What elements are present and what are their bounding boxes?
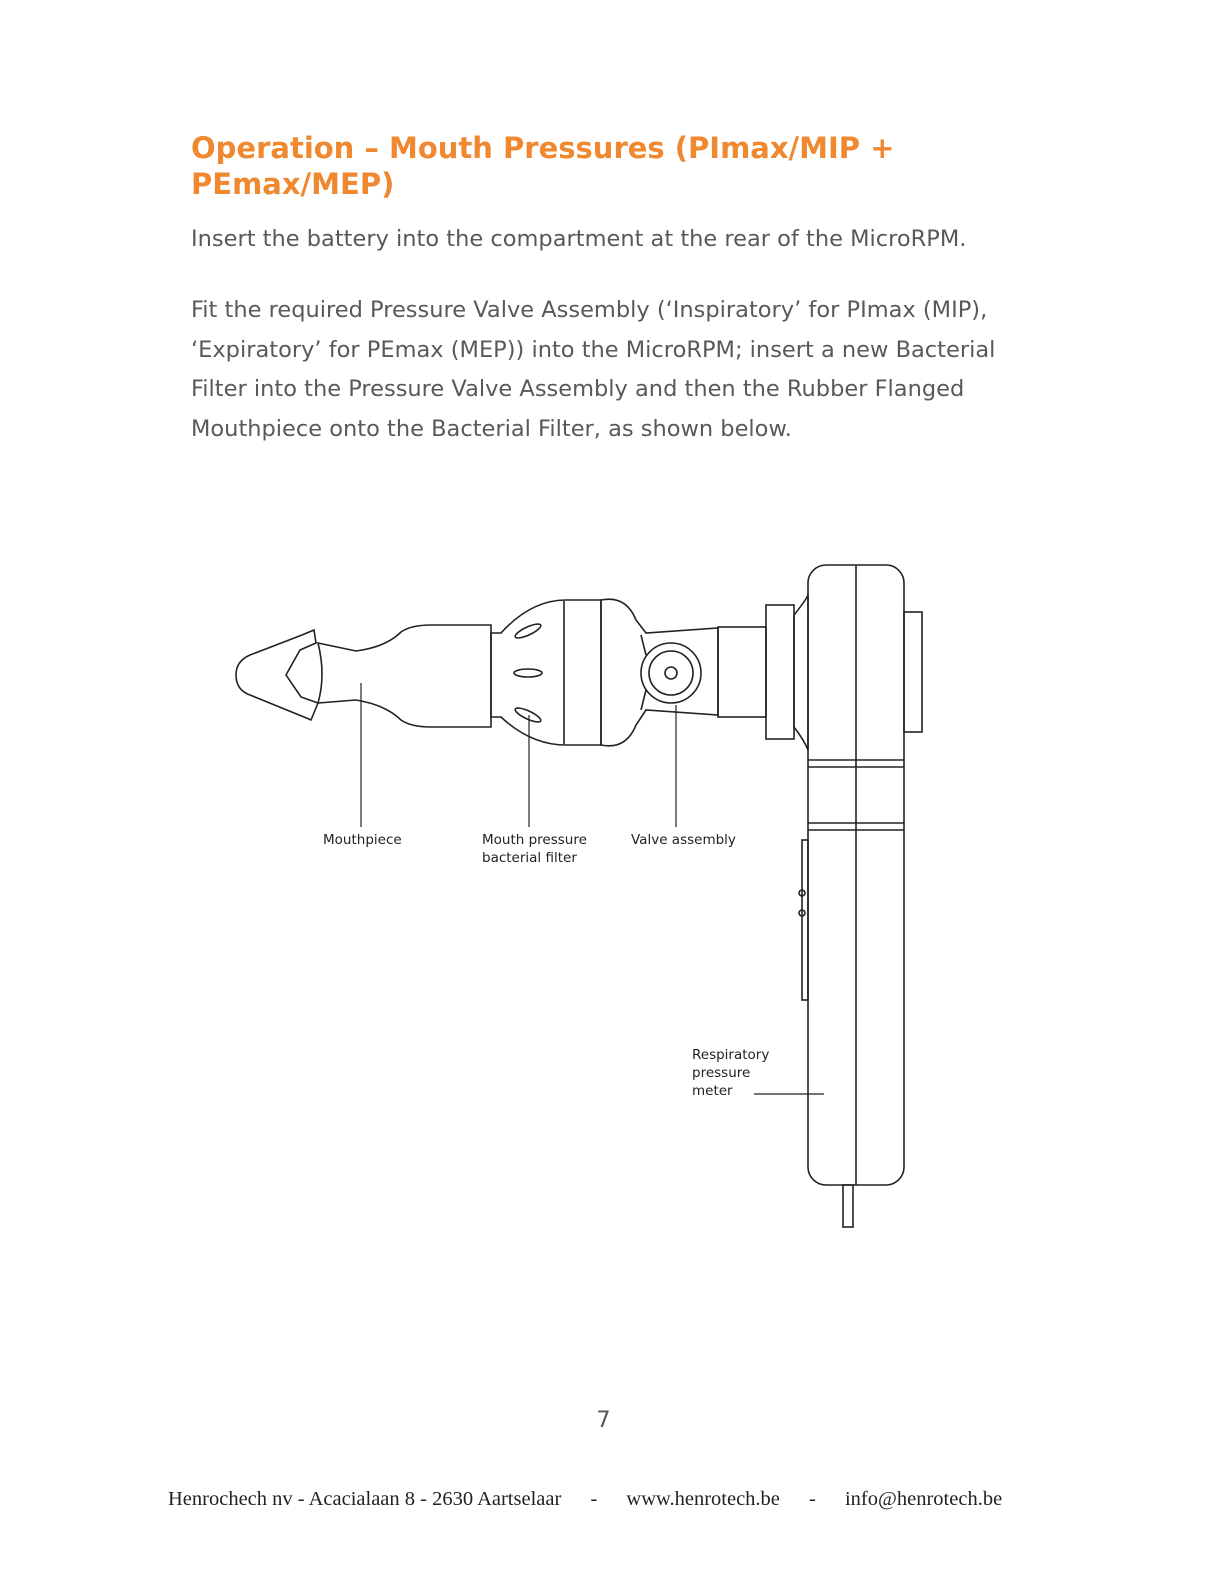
footer-website[interactable]: www.henrotech.be bbox=[626, 1488, 780, 1510]
paragraph-fit-valve: Fit the required Pressure Valve Assembly (‘Inspiratory’ for PImax (MIP), ‘Expiratory’ for PEmax (MEP)) into the MicroRPM; insert a new Bacterial Filter into the Pressure Valve Assembly and then the Rubber Flanged Mouthpiece onto the Bacterial Filter, as shown below. bbox=[191, 297, 996, 442]
footer bbox=[168, 1488, 1028, 1511]
mouthpiece-drawing bbox=[236, 630, 318, 720]
label-mouthpiece: Mouthpiece bbox=[323, 832, 402, 848]
footer-separator: - bbox=[590, 1488, 598, 1510]
label-filter: Mouth pressure bacterial filter bbox=[482, 832, 587, 866]
footer-separator: - bbox=[809, 1488, 816, 1510]
device-diagram bbox=[226, 555, 946, 1240]
label-meter: Respiratory pressure meter bbox=[692, 1047, 770, 1099]
paragraph-battery: Insert the battery into the compartment at the rear of the MicroRPM. bbox=[191, 226, 967, 252]
label-valve-assembly: Valve assembly bbox=[631, 832, 736, 848]
page-number: 7 bbox=[596, 1408, 611, 1433]
filter-drawing bbox=[491, 600, 601, 745]
footer-email[interactable]: info@henrotech.be bbox=[844, 1488, 1003, 1510]
footer-company: Henrochech nv - Acacialaan 8 - 2630 Aartselaar bbox=[168, 1488, 562, 1510]
section-heading: Operation – Mouth Pressures (PImax/MIP + PEmax/MEP) bbox=[191, 131, 895, 201]
device-diagram-drawing bbox=[226, 555, 946, 1240]
